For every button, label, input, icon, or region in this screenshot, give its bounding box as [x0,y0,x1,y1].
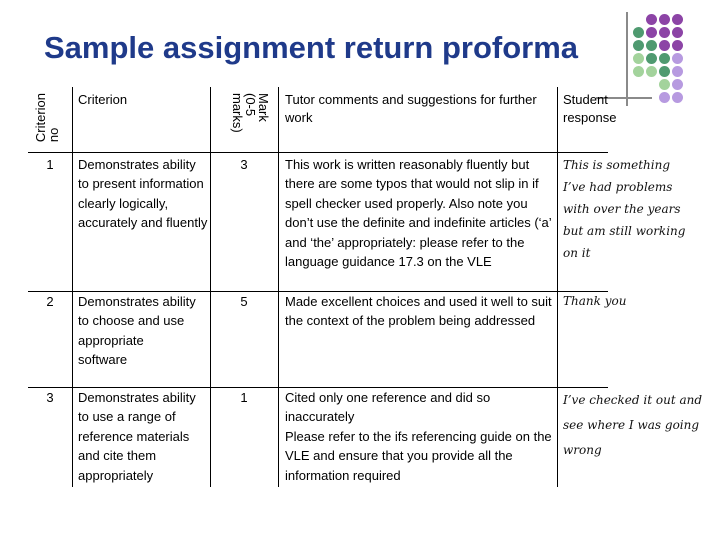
decorative-dot [659,79,670,90]
decorative-dot [659,40,670,51]
criterion-mark: 5 [240,294,248,309]
decorative-dot [672,27,683,38]
decorative-dot [672,79,683,90]
decorative-dot [672,14,683,25]
criterion-description: Demonstrates ability to choose and use appropriate software [78,294,196,368]
decorative-dot [646,27,657,38]
criterion-description: Demonstrates ability to present information clearly logically, accurately and fluently [78,157,208,231]
tutor-comment: Made excellent choices and used it well to suit the context of the problem being addressed [285,294,552,329]
decorative-dot [646,66,657,77]
tutor-comment: Cited only one reference and did so inaccurately Please refer to the ifs referencing guide on the VLE and ensure that you provide all the information required [285,390,552,483]
header-criterion: Criterion [78,92,128,107]
tutor-comment: This work is written reasonably fluently but there are some typos that would not slip in if spell checker used properly. Also note you don’t use the definite and indefinite articles (‘a’ and ‘the’ appropriately: please refer to the language guidance 17.3 on the VLE [285,157,552,270]
decorative-dot [646,40,657,51]
student-response: I’ve checked it out and see where I was going wrong [563,393,703,457]
criterion-mark: 3 [240,157,248,172]
decorative-dot [659,27,670,38]
criterion-description: Demonstrates ability to use a range of reference materials and cite them appropriately [78,390,196,483]
decorative-dot [659,66,670,77]
table-divider [557,87,558,487]
decorative-dot [633,40,644,51]
decorative-dot [646,14,657,25]
criterion-number: 1 [46,157,54,172]
decorative-dot [659,53,670,64]
header-student-response: Student response [563,92,617,125]
decorative-dot [633,66,644,77]
criterion-number: 3 [46,390,54,405]
header-criterion-no: Criterion no [33,93,61,143]
decorative-dot [672,53,683,64]
decorative-dot [672,66,683,77]
student-response: Thank you [563,294,627,308]
student-response: This is something I’ve had problems with over the years but am still working on it [563,158,686,260]
header-tutor-comments: Tutor comments and suggestions for further work [285,92,537,125]
assignment-table [28,87,703,487]
decorative-dot [633,27,644,38]
decorative-dot [633,53,644,64]
table-divider [72,87,73,487]
decorative-dot [659,92,670,103]
header-mark: Mark (0-5 marks) [230,93,271,133]
table-divider [28,152,608,153]
table-divider [278,87,279,487]
criterion-mark: 1 [240,390,248,405]
decorative-dot [672,40,683,51]
decorative-dot [646,53,657,64]
decorative-dot [659,14,670,25]
slide-title: Sample assignment return proforma [44,30,579,65]
table-divider [210,87,211,487]
decorative-dot [672,92,683,103]
criterion-number: 2 [46,294,54,309]
